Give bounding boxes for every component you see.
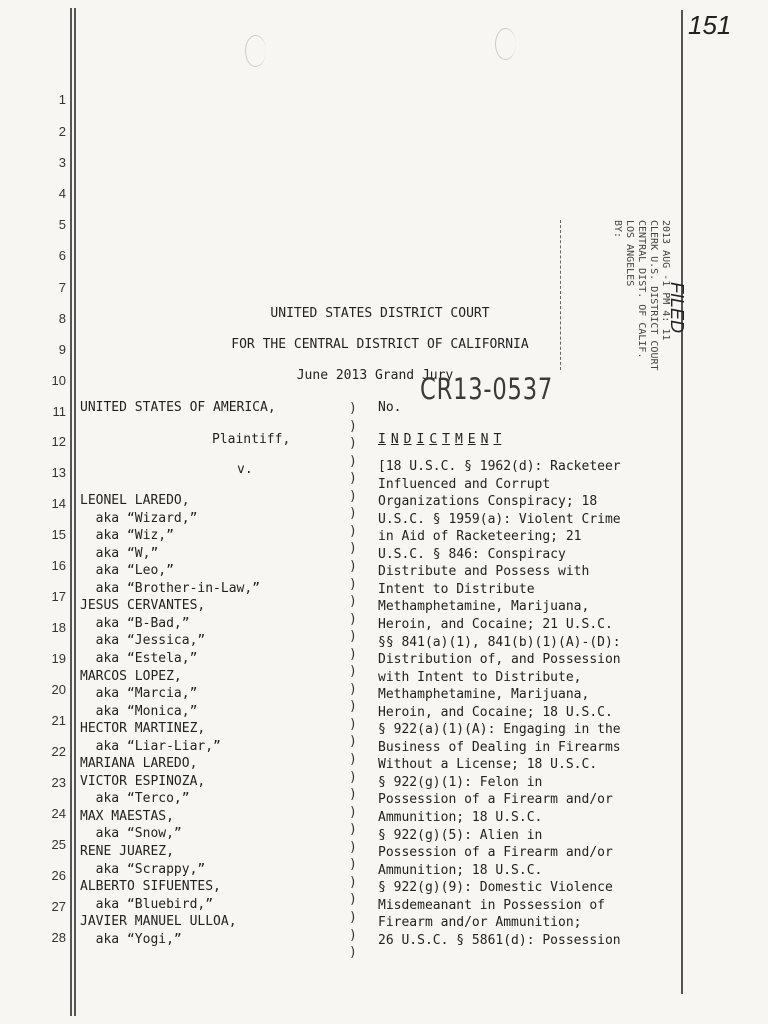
caption-paren: ) xyxy=(349,541,357,557)
caption-paren: ) xyxy=(349,471,357,487)
line-number: 9 xyxy=(58,342,66,357)
stamp-line: BY: xyxy=(612,220,623,239)
charge-line: Methamphetamine, Marijuana, xyxy=(378,599,590,615)
defendant-name: VICTOR ESPINOZA, xyxy=(80,773,206,789)
charge-line: U.S.C. § 1959(a): Violent Crime xyxy=(378,511,621,527)
caption-paren: ) xyxy=(349,436,357,452)
title-letter: N xyxy=(480,432,489,447)
line-number: 19 xyxy=(51,651,66,666)
caption-paren: ) xyxy=(349,664,357,680)
title-letter: E xyxy=(467,432,476,447)
court-name: UNITED STATES DISTRICT COURT xyxy=(270,306,490,321)
caption-paren: ) xyxy=(349,892,357,908)
charge-line: § 922(g)(9): Domestic Violence xyxy=(378,880,613,896)
stamp-line: CLERK U.S. DISTRICT COURT xyxy=(648,220,659,371)
defendant-name: JESUS CERVANTES, xyxy=(80,598,206,614)
charge-line: Misdemeanant in Possession of xyxy=(378,897,605,913)
caption-paren: ) xyxy=(349,646,357,662)
title-letter: T xyxy=(442,432,450,447)
stamp-line: 2013 AUG -1 PM 4: 11 xyxy=(660,220,671,341)
defendant-alias: aka “Snow,” xyxy=(80,826,182,842)
caption-paren: ) xyxy=(349,699,357,715)
line-number: 11 xyxy=(52,404,66,419)
caption-paren: ) xyxy=(349,822,357,838)
title-letter: I xyxy=(378,432,386,447)
defendant-alias: aka “Estela,” xyxy=(80,650,198,666)
caption-paren: ) xyxy=(349,523,357,539)
right-margin-rule xyxy=(681,10,683,994)
charge-line: Heroin, and Cocaine; 18 U.S.C. xyxy=(378,704,613,720)
charge-line: U.S.C. § 846: Conspiracy xyxy=(378,546,566,562)
charge-line: Influenced and Corrupt xyxy=(378,476,551,492)
charge-line: Possession of a Firearm and/or xyxy=(378,792,613,808)
defendant-alias: aka “Bluebird,” xyxy=(80,896,214,912)
caption-paren: ) xyxy=(349,453,357,469)
caption-paren: ) xyxy=(349,752,357,767)
charge-line: in Aid of Racketeering; 21 xyxy=(378,529,582,545)
defendant-alias: aka “Wiz,” xyxy=(80,528,174,544)
caption-paren: ) xyxy=(349,804,357,820)
line-number: 5 xyxy=(58,217,66,232)
versus-label: v. xyxy=(237,462,253,477)
stamp-line: CENTRAL DIST. OF CALIF. xyxy=(636,220,647,359)
clerk-filed-stamp xyxy=(560,220,671,371)
charge-line: § 922(a)(1)(A): Engaging in the xyxy=(378,722,621,738)
line-number: 8 xyxy=(58,311,66,326)
defendant-name: MARCOS LOPEZ, xyxy=(80,668,182,684)
charge-line: [18 U.S.C. § 1962(d): Racketeer xyxy=(378,459,621,474)
charge-line: § 922(g)(1): Felon in xyxy=(378,774,543,790)
caption-paren: ) xyxy=(349,611,357,627)
charge-line: 26 U.S.C. § 5861(d): Possession xyxy=(378,932,621,948)
defendant-alias: aka “Brother-in-Law,” xyxy=(80,580,261,596)
line-number: 6 xyxy=(58,248,66,263)
plaintiff-name: UNITED STATES OF AMERICA, xyxy=(80,400,276,415)
handwritten-document-number: 151 xyxy=(688,10,732,40)
charge-line: Heroin, and Cocaine; 21 U.S.C. xyxy=(378,616,613,632)
caption-paren: ) xyxy=(349,874,357,890)
title-letter: C xyxy=(429,432,438,447)
defendant-alias: aka “Scrappy,” xyxy=(80,861,206,877)
title-letter: I xyxy=(416,432,425,447)
defendant-alias: aka “Leo,” xyxy=(80,563,174,579)
case-number-stamp: CR13-0537 xyxy=(420,372,554,406)
charge-line: §§ 841(a)(1), 841(b)(1)(A)-(D): xyxy=(378,634,621,650)
line-number: 16 xyxy=(51,558,66,573)
caption-paren: ) xyxy=(349,506,357,522)
defendant-alias: aka “Jessica,” xyxy=(80,633,206,649)
line-number: 14 xyxy=(51,496,66,511)
caption-paren: ) xyxy=(349,839,357,855)
line-number: 28 xyxy=(51,930,66,945)
caption-paren: ) xyxy=(349,418,357,434)
caption-paren: ) xyxy=(349,681,357,697)
defendant-name: MAX MAESTAS, xyxy=(80,808,174,824)
district-name: FOR THE CENTRAL DISTRICT OF CALIFORNIA xyxy=(231,337,529,352)
line-number: 26 xyxy=(51,868,66,883)
line-number: 20 xyxy=(51,682,66,697)
defendant-alias: aka “Monica,” xyxy=(80,703,198,719)
line-number: 21 xyxy=(51,713,66,728)
charge-line: Without a License; 18 U.S.C. xyxy=(378,757,598,773)
scan-smudge xyxy=(245,35,266,67)
defendant-alias: aka “W,” xyxy=(80,545,159,561)
charge-line: Organizations Conspiracy; 18 xyxy=(378,494,598,510)
charge-line: Intent to Distribute xyxy=(378,581,535,597)
charge-line: Firearm and/or Ammunition; xyxy=(378,915,582,931)
left-margin-rule xyxy=(70,8,72,1016)
line-number: 18 xyxy=(51,620,66,635)
line-number: 12 xyxy=(51,434,66,449)
line-number: 22 xyxy=(51,744,66,759)
caption-paren: ) xyxy=(349,927,357,943)
caption-paren: ) xyxy=(349,787,357,803)
filed-handwritten-word: FILED xyxy=(667,282,687,334)
caption-paren: ) xyxy=(349,488,357,504)
caption-paren: ) xyxy=(349,857,357,873)
defendant-alias: aka “Wizard,” xyxy=(80,510,198,526)
scan-smudge xyxy=(495,28,516,60)
defendant-name: HECTOR MARTINEZ, xyxy=(80,721,206,737)
charge-line: with Intent to Distribute, xyxy=(378,669,582,685)
title-letter: N xyxy=(390,432,399,447)
defendant-name: RENE JUAREZ, xyxy=(80,844,174,859)
charge-line: Distribute and Possess with xyxy=(378,564,590,580)
case-no-label: No. xyxy=(378,400,402,415)
caption-paren: ) xyxy=(349,576,357,592)
title-letter: M xyxy=(454,432,463,447)
caption-paren: ) xyxy=(349,945,357,961)
plaintiff-role: Plaintiff, xyxy=(212,432,291,447)
line-number: 4 xyxy=(58,186,66,201)
caption-paren: ) xyxy=(349,558,357,574)
caption-paren: ) xyxy=(349,734,357,750)
line-number: 15 xyxy=(51,527,66,542)
line-number: 24 xyxy=(51,806,66,821)
caption-paren: ) xyxy=(349,909,357,925)
line-number: 10 xyxy=(51,373,66,388)
line-number: 23 xyxy=(51,775,66,790)
line-number: 27 xyxy=(51,899,66,914)
line-number: 2 xyxy=(58,124,66,139)
title-letter: D xyxy=(403,432,412,447)
line-number: 25 xyxy=(51,837,66,852)
line-number: 1 xyxy=(58,92,66,107)
stamp-line: LOS ANGELES xyxy=(624,220,635,287)
defendant-alias: aka “Terco,” xyxy=(80,791,190,807)
defendant-name: ALBERTO SIFUENTES, xyxy=(80,879,221,895)
caption-paren: ) xyxy=(349,401,357,416)
defendant-alias: aka “Yogi,” xyxy=(80,931,182,947)
charge-line: Ammunition; 18 U.S.C. xyxy=(378,810,543,825)
caption-paren: ) xyxy=(349,629,357,645)
left-margin-rule-inner xyxy=(74,8,76,1016)
document-title xyxy=(378,431,506,449)
charge-line: Business of Dealing in Firearms xyxy=(378,739,621,755)
charge-line: Possession of a Firearm and/or xyxy=(378,845,613,861)
caption-paren: ) xyxy=(349,594,357,610)
line-number: 3 xyxy=(58,155,66,170)
line-number: 13 xyxy=(51,465,66,480)
line-number: 7 xyxy=(58,280,66,295)
charge-line: Ammunition; 18 U.S.C. xyxy=(378,862,543,878)
caption-paren: ) xyxy=(349,769,357,785)
defendant-name: MARIANA LAREDO, xyxy=(80,756,198,772)
defendant-alias: aka “Marcia,” xyxy=(80,686,198,702)
title-letter: T xyxy=(493,432,502,447)
defendant-alias: aka “Liar-Liar,” xyxy=(80,738,221,754)
grand-jury: June 2013 Grand Jury xyxy=(296,368,454,383)
caption-paren: ) xyxy=(349,716,357,732)
charge-line: Distribution of, and Possession xyxy=(378,652,621,668)
charge-line: § 922(g)(5): Alien in xyxy=(378,827,543,843)
defendant-alias: aka “B-Bad,” xyxy=(80,615,190,631)
stamp-text xyxy=(611,220,671,380)
charge-line: Methamphetamine, Marijuana, xyxy=(378,687,590,703)
defendant-name: LEONEL LAREDO, xyxy=(80,493,190,508)
defendant-name: JAVIER MANUEL ULLOA, xyxy=(80,914,237,930)
line-number: 17 xyxy=(51,589,66,604)
